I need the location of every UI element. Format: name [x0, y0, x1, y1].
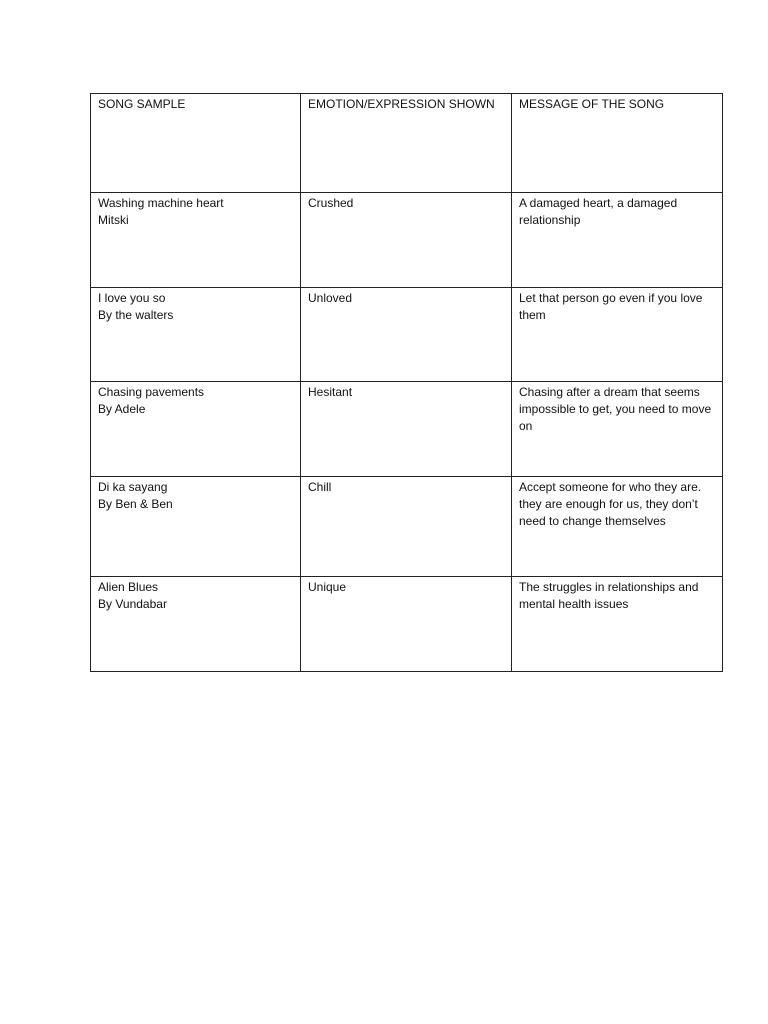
- song-artist: Mitski: [98, 213, 129, 227]
- emotion-cell: Hesitant: [301, 382, 512, 477]
- emotion-cell: Chill: [301, 477, 512, 577]
- table-row: [91, 577, 723, 672]
- song-title: Di ka sayang: [98, 480, 168, 494]
- song-title: I love you so: [98, 291, 166, 305]
- song-cell: [91, 193, 301, 288]
- table-row: [91, 193, 723, 288]
- table-row: [91, 288, 723, 382]
- message-cell: Accept someone for who they are. they are enough for us, they don’t need to change themselves: [512, 477, 723, 577]
- header-song-sample: SONG SAMPLE: [91, 94, 301, 193]
- song-analysis-table: [90, 93, 723, 672]
- song-artist: By Vundabar: [98, 597, 167, 611]
- message-cell: The struggles in relationships and mental health issues: [512, 577, 723, 672]
- message-cell: A damaged heart, a damaged relationship: [512, 193, 723, 288]
- emotion-cell: Unique: [301, 577, 512, 672]
- song-cell: [91, 577, 301, 672]
- table-header-row: [91, 94, 723, 193]
- song-title: Alien Blues: [98, 580, 159, 594]
- table-row: [91, 477, 723, 577]
- song-artist: By the walters: [98, 308, 174, 322]
- song-artist: By Adele: [98, 402, 146, 416]
- emotion-cell: Unloved: [301, 288, 512, 382]
- song-title: Washing machine heart: [98, 196, 224, 210]
- song-cell: [91, 477, 301, 577]
- emotion-cell: Crushed: [301, 193, 512, 288]
- song-cell: [91, 382, 301, 477]
- message-cell: Let that person go even if you love them: [512, 288, 723, 382]
- message-cell: Chasing after a dream that seems impossible to get, you need to move on: [512, 382, 723, 477]
- table-row: [91, 382, 723, 477]
- header-message: MESSAGE OF THE SONG: [512, 94, 723, 193]
- song-cell: [91, 288, 301, 382]
- song-artist: By Ben & Ben: [98, 497, 173, 511]
- header-emotion-expression: EMOTION/EXPRESSION SHOWN: [301, 94, 512, 193]
- song-title: Chasing pavements: [98, 385, 205, 399]
